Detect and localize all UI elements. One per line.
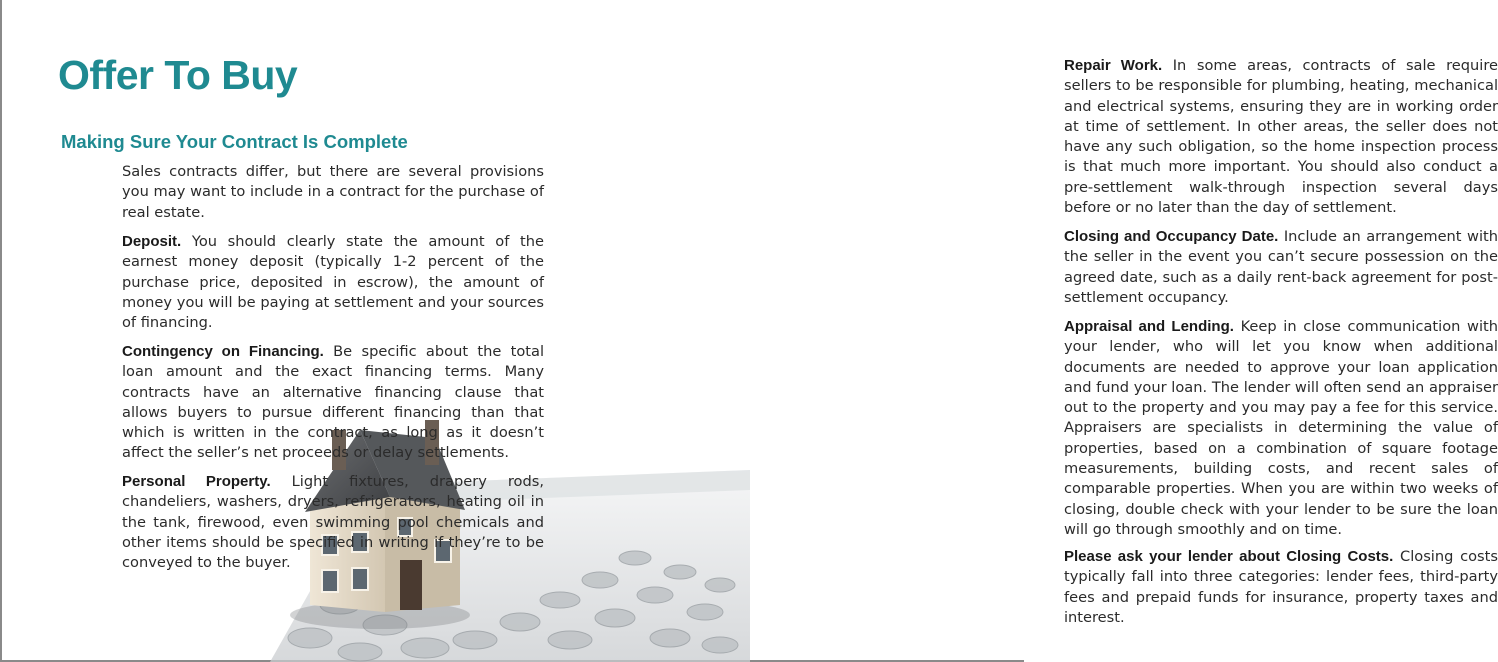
deposit-paragraph [122,232,544,333]
appraisal-lending-text: Keep in close communication with your lender, who will let you know when additional documents are needed to approve your loan application and fund your loan. The lender will often send an appraiser out to the property and you may pay a fee for this service. Appraisers are specialists in determining the value of properties, based on a combination of square footage measurements, building costs, and recent sales of comparable properties. When you are within two weeks of closing, double check with your lender to be sure the loan will go through smoothly and on time. [1064,318,1498,538]
financing-text: Be specific about the total loan amount and the exact financing terms. Many contracts have an alternative financing clause that allows buyers to pursue different financing than that which is written in the contract, as long as it doesn’t affect the seller’s net proceeds or delay settlements. [122,343,544,462]
personal-property-paragraph [122,472,544,573]
financing-paragraph [122,342,544,464]
personal-property-text: Light fixtures, drapery rods, chandeliers, washers, dryers, refrigerators, heating oil in the tank, firewood, even swimming pool chemicals and other items should be specified in writing if they’re to be conveyed to the buyer. [122,473,544,572]
closing-occupancy-heading: Closing and Occupancy Date. [1064,228,1279,245]
deposit-heading: Deposit. [122,233,182,250]
personal-property-heading: Personal Property. [122,473,271,490]
closing-costs-paragraph [1064,547,1498,628]
closing-occupancy-paragraph [1064,227,1498,308]
intro-paragraph: Sales contracts differ, but there are several provisions you may want to include in a contract for the purchase of real estate. [122,163,544,221]
closing-costs-text: Closing costs typically fall into three categories: lender fees, third-party fees and prepaid funds for insurance, property taxes and interest. [1064,548,1498,626]
page-title: Offer To Buy [58,52,298,98]
section-subheading: Making Sure Your Contract Is Complete [61,131,408,152]
appraisal-lending-paragraph [1064,317,1498,540]
financing-heading: Contingency on Financing. [122,343,324,360]
repair-work-text: In some areas, contracts of sale require sellers to be responsible for plumbing, heating, mechanical and electrical systems, ensuring they are in working order at time of settlement. In other areas, the seller does not have any such obligation, so the home inspection process is that much more important. You should also conduct a pre-settlement walk-through inspection several days before or no later than the day of settlement. [1064,57,1498,217]
appraisal-lending-heading: Appraisal and Lending. [1064,318,1234,335]
deposit-text: You should clearly state the amount of the earnest money deposit (typically 1-2 percent of the purchase price, deposited in escrow), the amount of money you will be paying at settlement and your sources of financing. [122,233,544,332]
closing-costs-heading: Please ask your lender about Closing Costs. [1064,548,1394,565]
repair-work-paragraph [1064,56,1498,218]
repair-work-heading: Repair Work. [1064,57,1163,74]
closing-occupancy-text: Include an arrangement with the seller in the event you can’t secure possession on the agreed date, such as a daily rent-back agreement for post-settlement occupancy. [1064,228,1498,306]
